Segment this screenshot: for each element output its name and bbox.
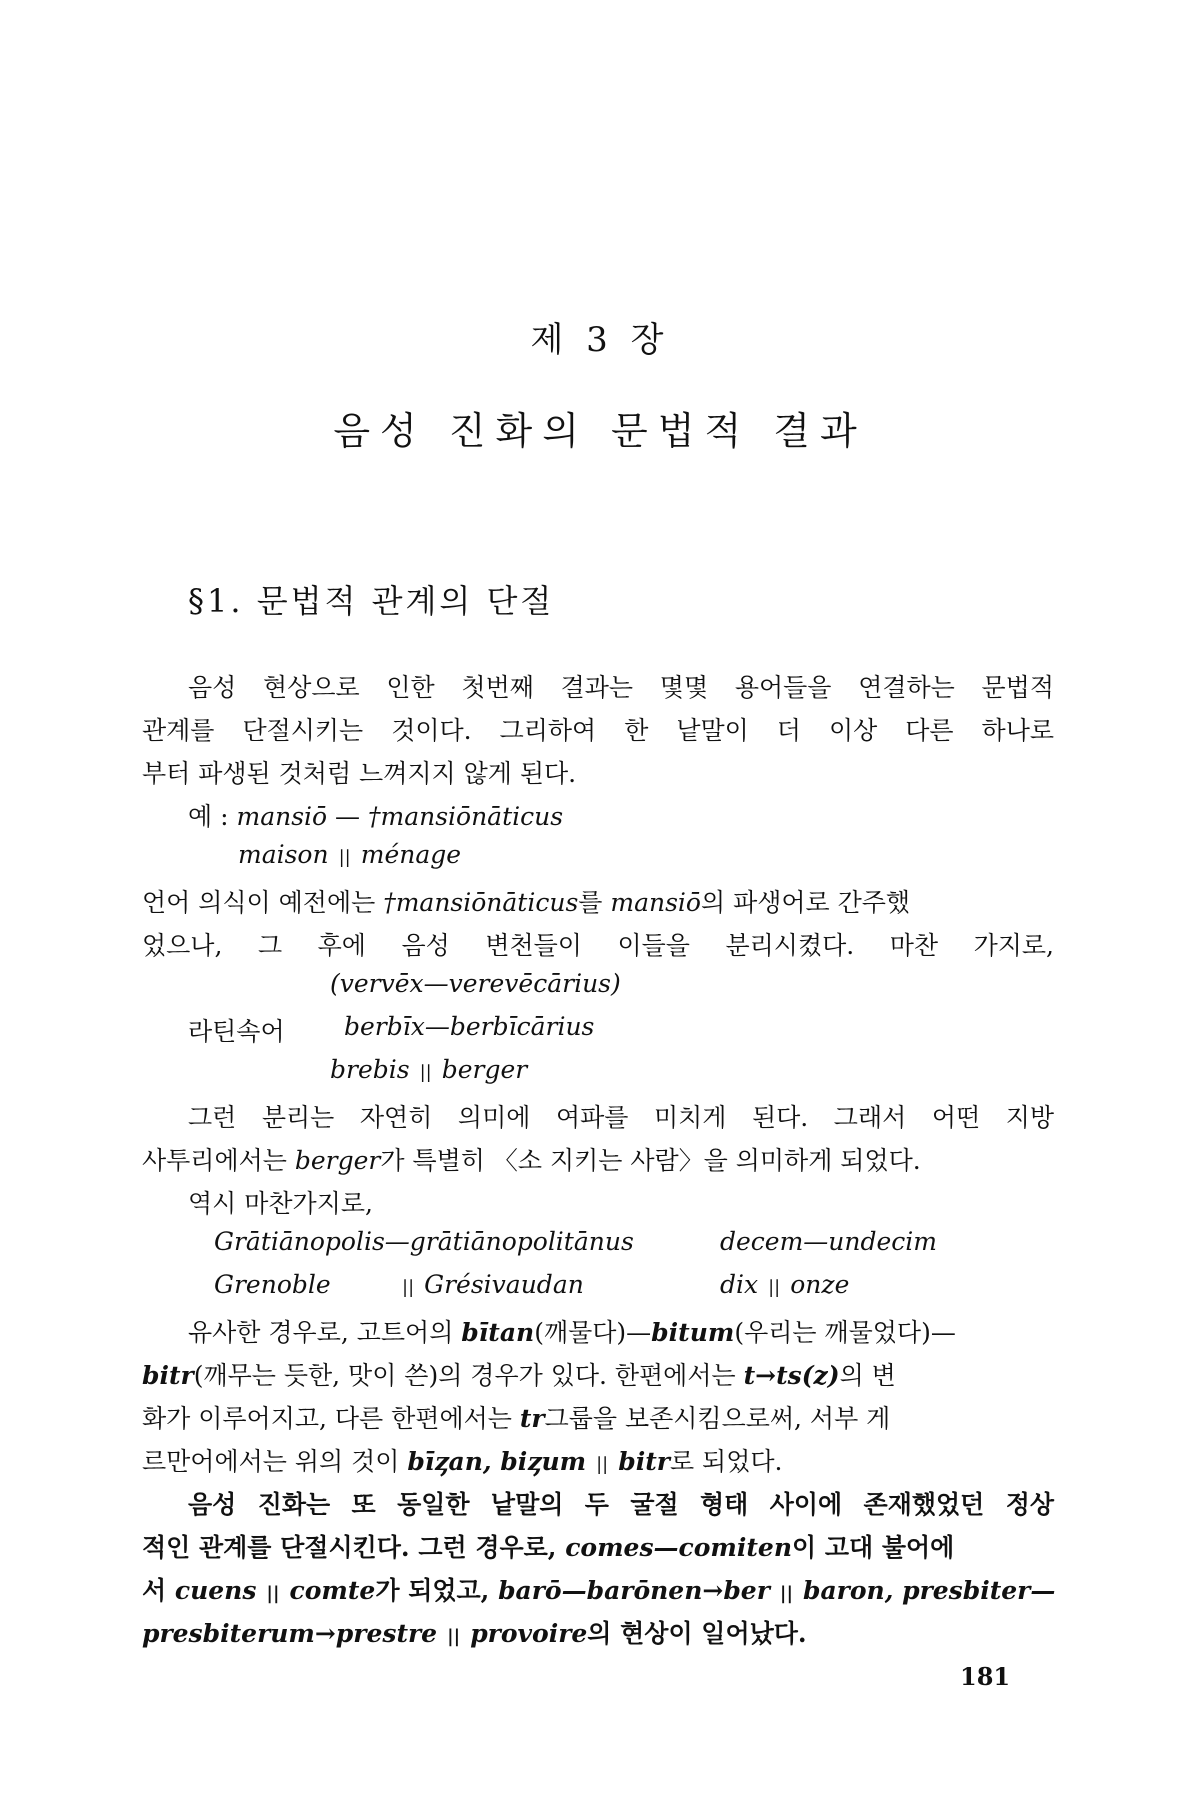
text-line [188, 1313, 956, 1349]
text-span: 를 [578, 888, 611, 917]
text-span: 화가 이루어지고, 다른 한편에서는 [142, 1404, 520, 1433]
text-span: 의 현상이 일어났다. [587, 1619, 807, 1648]
text-line [142, 1141, 921, 1177]
separator: || [596, 1454, 609, 1475]
text-line: 부터 파생된 것처럼 느껴지지 않게 된다. [142, 759, 577, 788]
text-span: (깨물다)— [534, 1318, 652, 1347]
text-span: 가 되었고, [375, 1576, 499, 1605]
text-span: 그룹을 보존시킴으로써, 서부 게 [544, 1404, 891, 1433]
germanic-word: bīȥan, biȥum [407, 1447, 587, 1476]
text-line [142, 1356, 896, 1392]
chapter-title: 음성 진화의 문법적 결과 [333, 409, 867, 453]
sound-change: t→ts(z) [743, 1361, 840, 1390]
french-word: Grésivaudan [424, 1270, 584, 1299]
text-line: 역시 마찬가지로, [188, 1189, 373, 1218]
latin-word: mansiō [610, 888, 701, 917]
latin-word: berbīx—berbīcārius [344, 1012, 595, 1041]
gothic-word: bitr [142, 1361, 194, 1390]
french-word: maison [238, 840, 329, 869]
text-line: 음성 진화는 또 동일한 낱말의 두 굴절 형태 사이에 존재했었던 정상 [188, 1490, 1054, 1519]
gothic-word: bitum [651, 1318, 735, 1347]
section-heading: §1. 문법적 관계의 단절 [188, 582, 555, 620]
text-span: 적인 관계를 단절시킨다. 그런 경우로, [142, 1533, 566, 1562]
separator: || [419, 1062, 432, 1083]
text-span: 로 되었다. [669, 1447, 783, 1476]
latin-word: decem—undecim [720, 1227, 938, 1256]
text-line [142, 1528, 954, 1564]
consonant-group: tr [519, 1404, 545, 1433]
text-line [142, 883, 910, 919]
separator: || [779, 1583, 793, 1604]
old-french-word: comte [289, 1576, 376, 1605]
text-span: 의 변 [839, 1361, 896, 1390]
text-line [142, 1442, 782, 1478]
latin-word: †mansiōnāticus [367, 802, 564, 831]
text-span: 의 파생어로 간주했 [700, 888, 911, 917]
example-line [188, 797, 563, 833]
text-line [142, 1614, 807, 1650]
chapter-number: 제 3 장 [530, 320, 670, 360]
example-line [330, 1055, 527, 1084]
separator: || [266, 1583, 280, 1604]
text-span: 르만어에서는 위의 것이 [142, 1447, 408, 1476]
old-french-word: provoire [470, 1619, 588, 1648]
french-word: brebis [330, 1055, 410, 1084]
latin-word: presbiterum→prestre [142, 1619, 438, 1648]
separator: || [402, 1277, 415, 1298]
separator: || [768, 1277, 781, 1298]
french-word: berger [294, 1146, 381, 1175]
separator: || [338, 847, 351, 868]
old-french-word: cuens [174, 1576, 257, 1605]
example-line [188, 1012, 285, 1048]
page-number: 181 [960, 1662, 1011, 1691]
latin-word: Grātiānopolis—grātiānopolitānus [214, 1227, 634, 1256]
text-span: 가 특별히 〈소 지키는 사람〉을 의미하게 되었다. [380, 1146, 921, 1175]
separator: || [447, 1626, 461, 1647]
text-span: 유사한 경우로, 고트어의 [188, 1318, 462, 1347]
latin-word: comes—comiten [565, 1533, 792, 1562]
french-word: dix [720, 1270, 759, 1299]
text-span: 서 [142, 1576, 175, 1605]
text-span: 언어 의식이 예전에는 [142, 888, 384, 917]
text-line: 음성 현상으로 인한 첫번째 결과는 몇몇 용어들을 연결하는 문법적 [188, 673, 1054, 702]
gothic-word: bītan [461, 1318, 535, 1347]
french-word: onze [790, 1270, 850, 1299]
example-label: 예 : [188, 802, 229, 831]
french-word: Grenoble [214, 1270, 331, 1299]
dash: — [327, 802, 368, 831]
text-line [142, 1571, 1055, 1607]
french-word: ménage [360, 840, 462, 869]
example-line [392, 1270, 584, 1299]
text-line: 었으나, 그 후에 음성 변천들이 이들을 분리시켰다. 마찬 가지로, [142, 931, 1054, 960]
latin-word: baron, presbiter— [803, 1576, 1056, 1605]
text-line [142, 1399, 890, 1435]
text-line: 관계를 단절시키는 것이다. 그리하여 한 낱말이 더 이상 다른 하나로 [142, 716, 1054, 745]
text-line: 그런 분리는 자연히 의미에 여파를 미치게 된다. 그래서 어떤 지방 [188, 1103, 1054, 1132]
example-line: (vervēx—verevēcārius) [330, 969, 621, 998]
example-line [238, 840, 461, 869]
text-span: 이 고대 불어에 [792, 1533, 955, 1562]
text-span: 사투리에서는 [142, 1146, 295, 1175]
example-line [214, 1270, 331, 1299]
germanic-word: bitr [618, 1447, 670, 1476]
text-span: (깨무는 듯한, 맛이 쓴)의 경우가 있다. 한편에서는 [193, 1361, 744, 1390]
latin-word: barō—barōnen→ber [498, 1576, 770, 1605]
latin-word: †mansiōnāticus [383, 888, 579, 917]
example-label: 라틴속어 [188, 1017, 285, 1046]
text-span: (우리는 깨물었다)— [734, 1318, 956, 1347]
example-line [720, 1270, 849, 1299]
latin-word: mansiō [236, 802, 328, 831]
french-word: berger [441, 1055, 528, 1084]
